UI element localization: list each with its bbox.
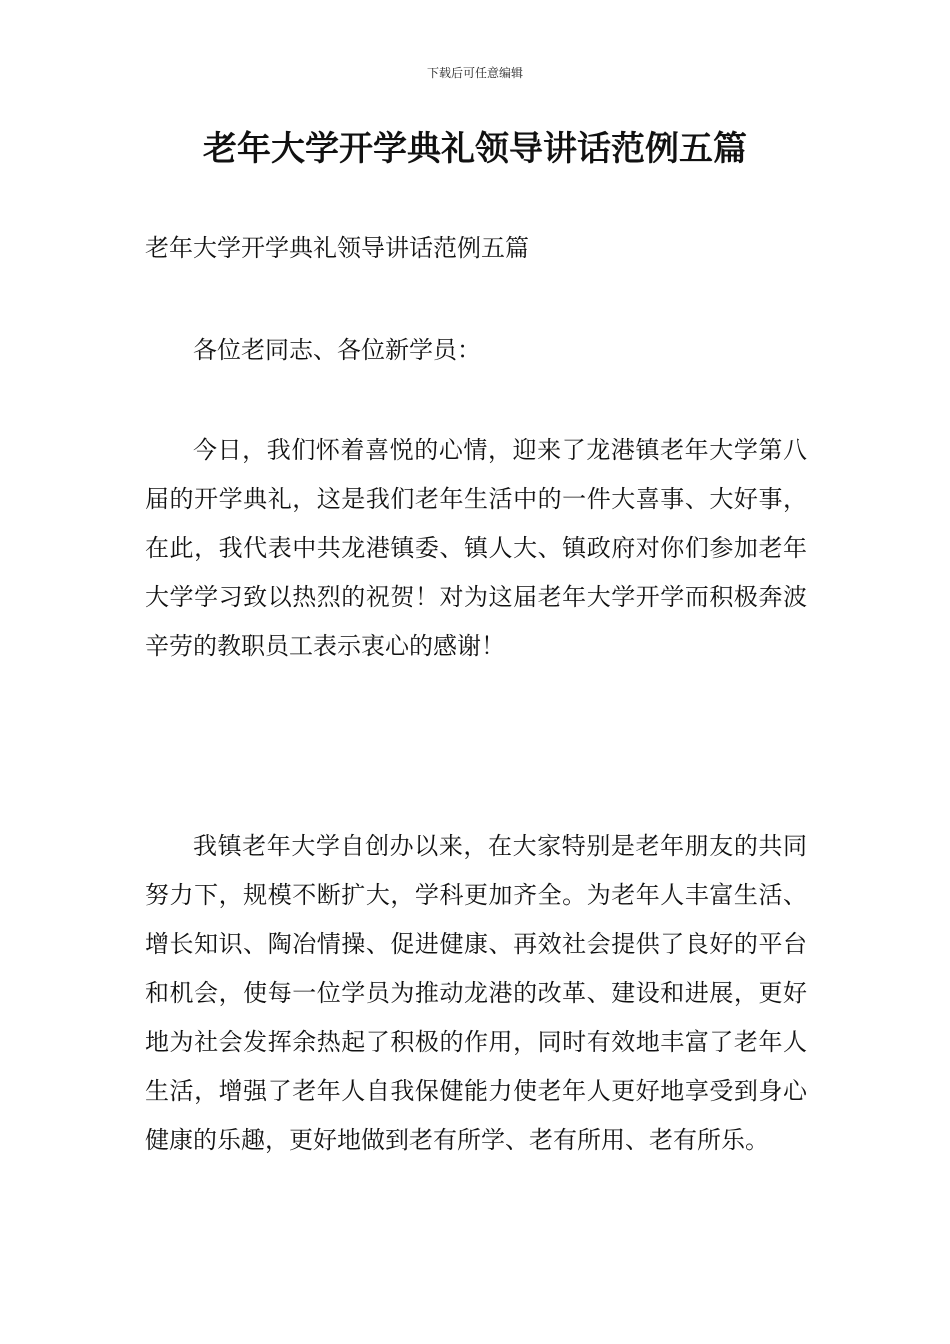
- greeting: 各位老同志、各位新学员：: [193, 336, 481, 364]
- paragraph-1: 今日，我们怀着喜悦的心情，迎来了龙港镇老年大学第八届的开学典礼，这是我们老年生活中的一件大喜事、大好事，在此，我代表中共龙港镇委、镇人大、镇政府对你们参加老年大学学习致以热烈的祝贺！对为这届老年大学开学而积极奔波辛劳的教职员工表示衷心的感谢！: [145, 436, 807, 660]
- header-note: 下载后可任意编辑: [426, 66, 523, 80]
- page-title: 老年大学开学典礼领导讲话范例五篇: [203, 129, 747, 169]
- document-subtitle: 老年大学开学典礼领导讲话范例五篇: [145, 234, 529, 262]
- paragraph-2: 我镇老年大学自创办以来，在大家特别是老年朋友的共同努力下，规模不断扩大，学科更加齐全。为老年人丰富生活、增长知识、陶冶情操、促进健康、再效社会提供了良好的平台和机会，使每一位学员为推动龙港的改革、建设和进展，更好地为社会发挥余热起了积极的作用，同时有效地丰富了老年人生活，增强了老年人自我保健能力使老年人更好地享受到身心健康的乐趣，更好地做到老有所学、老有所用、老有所乐。: [145, 832, 807, 1154]
